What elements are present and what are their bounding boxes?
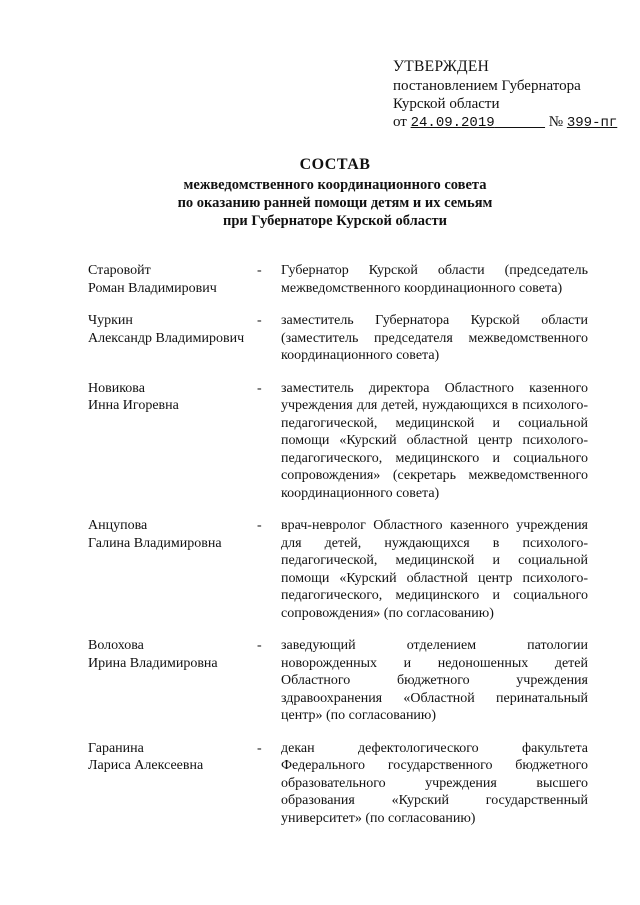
member-name: [88, 740, 258, 775]
approval-line-1: постановлением Губернатора: [393, 78, 581, 94]
decree-date: 24.09.2019: [410, 115, 495, 131]
dash-separator: -: [257, 740, 262, 756]
dash-separator: -: [257, 263, 262, 278]
title-main: СОСТАВ: [299, 156, 371, 173]
decree-number: 399-пг: [566, 115, 618, 131]
member-name: [88, 517, 258, 552]
member-name: [88, 312, 258, 347]
number-prefix: №: [548, 114, 567, 130]
member-surname: Анцупова: [88, 518, 148, 533]
approval-heading: УТВЕРЖДЕН: [393, 58, 490, 75]
member-given-names: Роман Владимирович: [88, 280, 217, 296]
members-list: [88, 262, 588, 827]
title-line-3: при Губернаторе Курской области: [223, 213, 447, 229]
dash-separator: -: [257, 638, 262, 653]
member-name: [88, 637, 258, 672]
approval-stamp: [393, 58, 617, 132]
member-role: заместитель директора Областного казенного учреждения для детей, нуждающихся в психолого-педагогической, медицинской и социальной помощи «Курский областной центр психолого-педагогического, медицинского и социального сопровождения» (секретарь межведомственного координационного совета): [281, 380, 588, 501]
approval-line-2: Курской области: [393, 96, 500, 112]
member-given-names: Инна Игоревна: [88, 398, 179, 413]
member-entry: [88, 637, 588, 725]
member-given-names: Александр Владимирович: [88, 330, 245, 346]
member-entry: [88, 380, 588, 503]
member-entry: [88, 517, 588, 622]
member-given-names: Галина Владимировна: [88, 535, 222, 551]
member-given-names: Лариса Алексеевна: [88, 758, 204, 773]
approval-date-row: [393, 113, 617, 132]
title-line-2: по оказанию ранней помощи детям и их семьям: [177, 195, 493, 211]
member-role: заместитель Губернатора Курской области (заместитель председателя межведомственного координационного совета): [281, 313, 588, 363]
member-role: Губернатор Курской области (председатель межведомственного координационного совета): [281, 263, 588, 296]
member-given-names: Ирина Владимировна: [88, 655, 218, 671]
dash-separator: -: [257, 518, 262, 533]
dash-separator: -: [257, 380, 262, 396]
document-title: [80, 155, 590, 230]
date-prefix: от: [393, 114, 411, 130]
member-surname: Гаранина: [88, 740, 144, 756]
member-surname: Новикова: [88, 380, 145, 396]
title-line-1: межведомственного координационного совета: [183, 177, 487, 193]
member-role: врач-невролог Областного казенного учреждения для детей, нуждающихся в психолого-педагогической, медицинской и социальной помощи «Курский областной центр психолого-педагогического, медицинского и социального сопровождения» (по согласованию): [281, 518, 588, 621]
member-name: [88, 262, 258, 297]
member-entry: [88, 262, 588, 297]
member-surname: Старовойт: [88, 263, 151, 278]
dash-separator: -: [257, 313, 262, 328]
member-surname: Чуркин: [88, 313, 133, 328]
member-role: декан дефектологического факультета Федерального государственного бюджетного образовательного учреждения высшего образования «Курский государственный университет» (по согласованию): [281, 740, 588, 826]
member-name: [88, 380, 258, 415]
member-role: заведующий отделением патологии новорожденных и недоношенных детей Областного бюджетного учреждения здравоохранения «Областной перинатальный центр» (по согласованию): [281, 638, 588, 723]
member-entry: [88, 740, 588, 828]
member-surname: Волохова: [88, 638, 144, 653]
member-entry: [88, 312, 588, 365]
